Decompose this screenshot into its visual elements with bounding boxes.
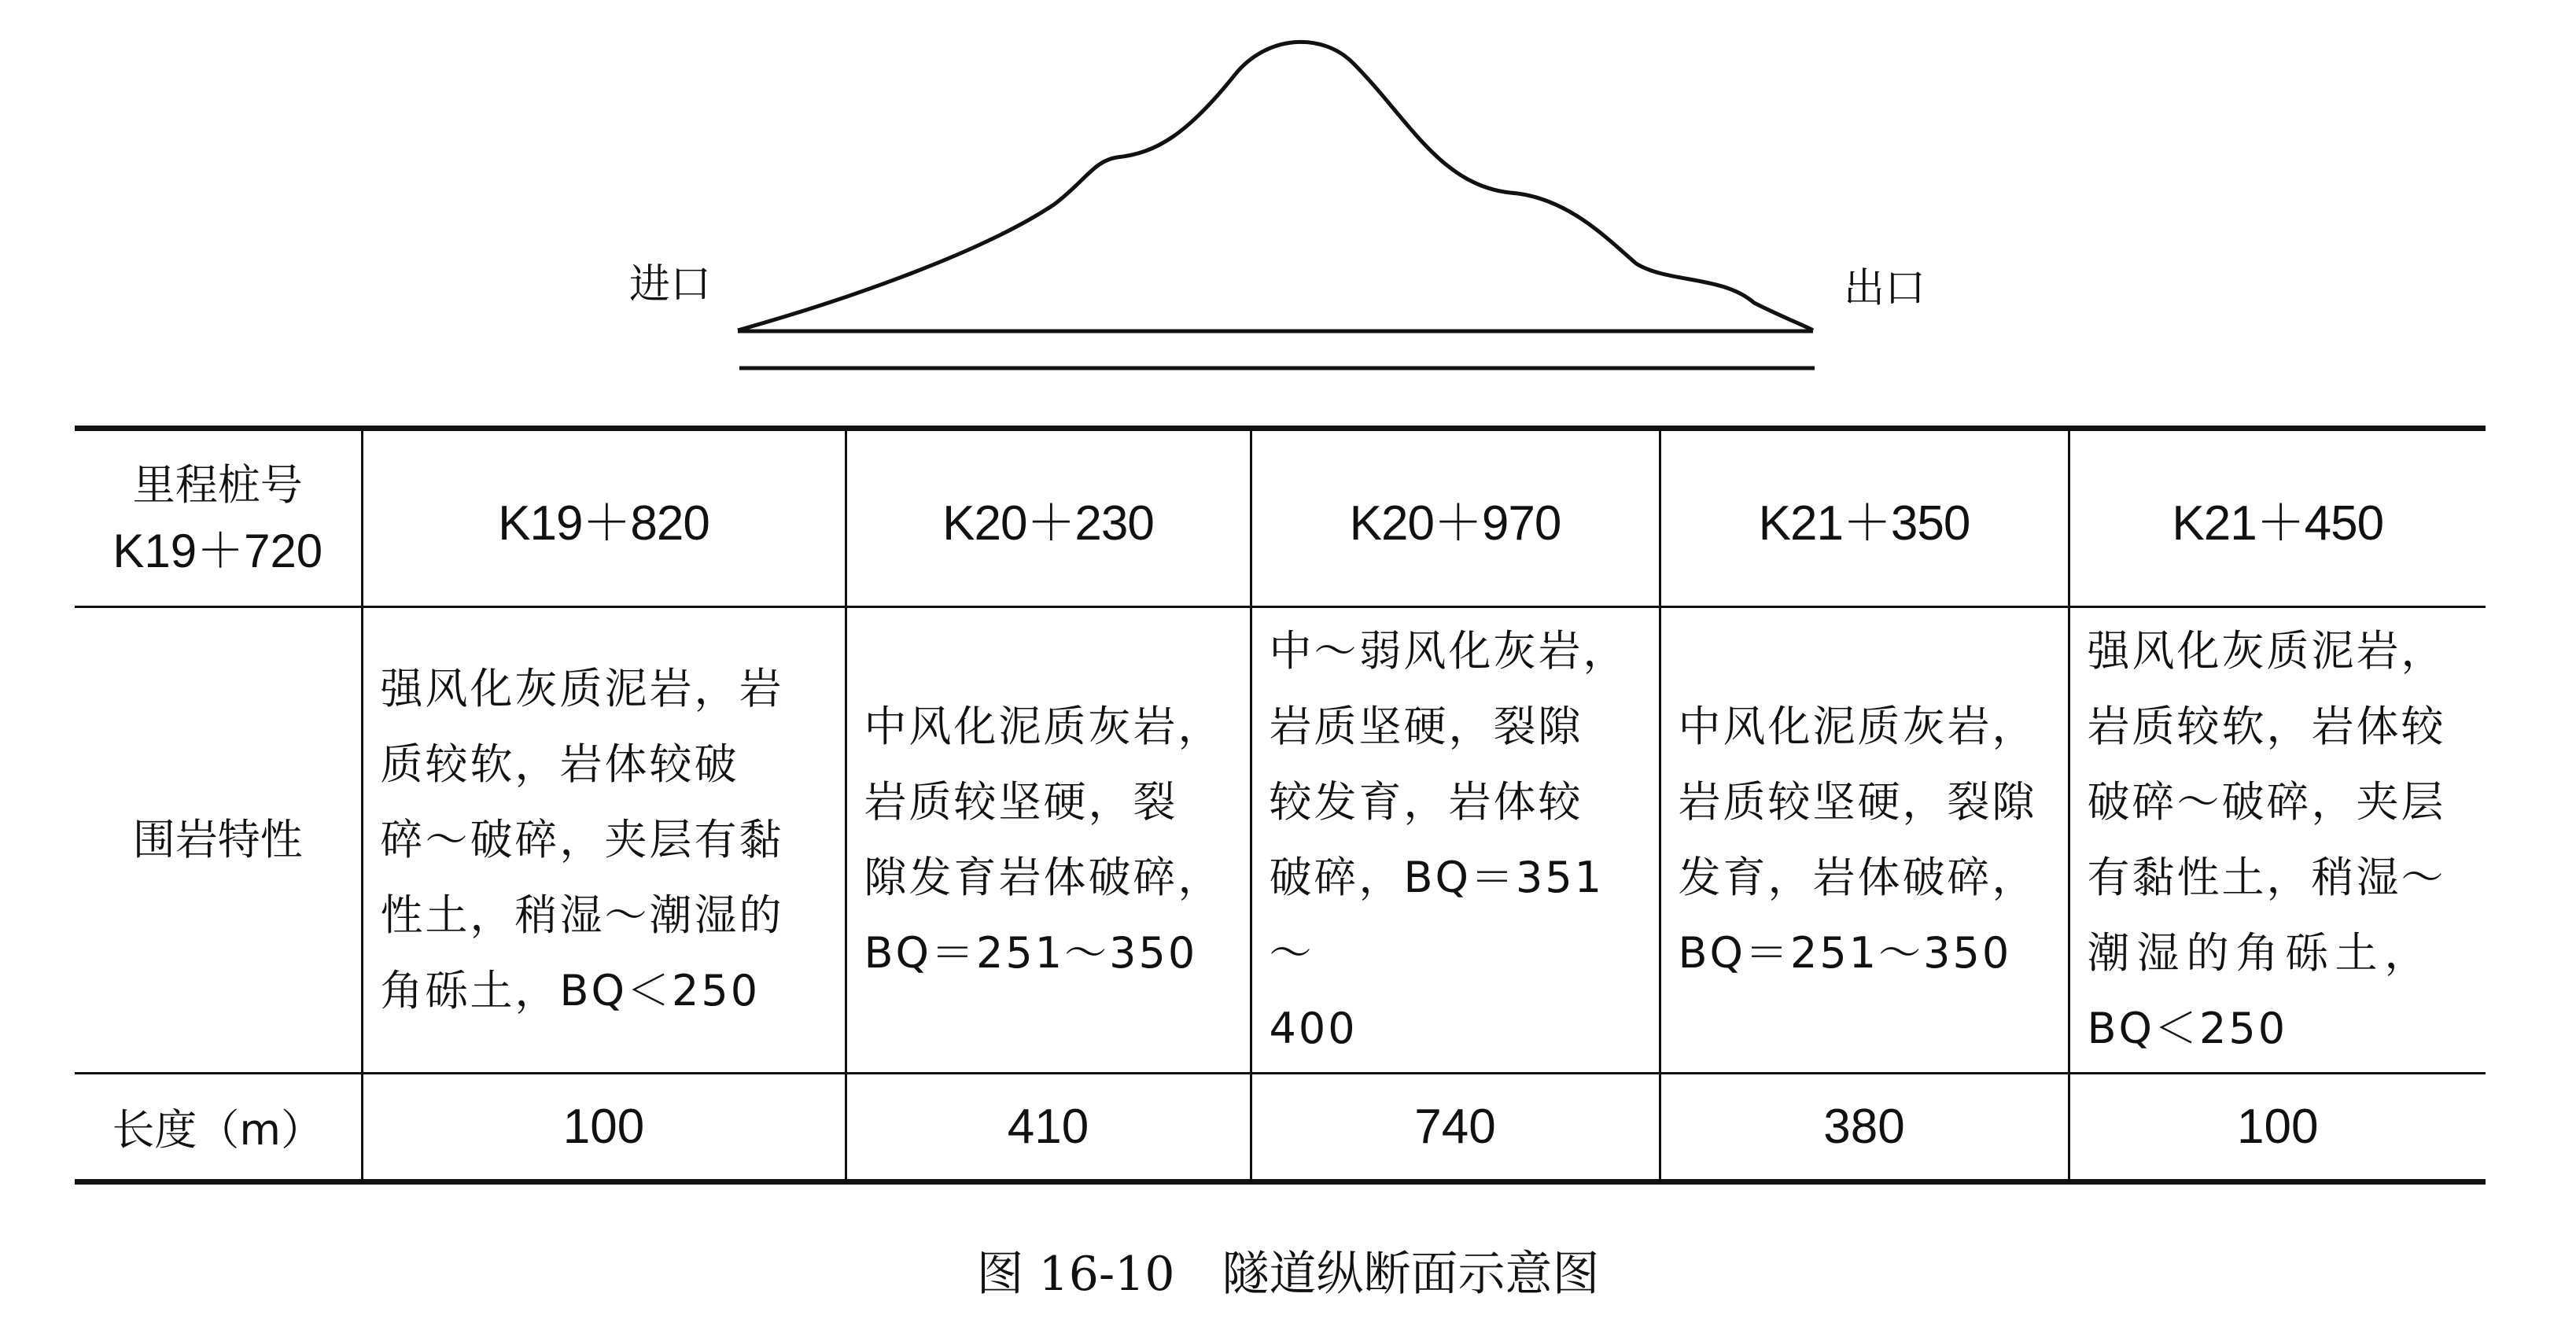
mileage-row: [75, 429, 2486, 607]
rock-line: 性土，稍湿～潮湿的: [380, 890, 784, 940]
rock-line: 破碎～破碎，夹层: [2087, 777, 2446, 827]
rock-line: 隙发育岩体破碎，: [864, 853, 1223, 902]
station-cell: K21＋350: [1660, 429, 2069, 607]
rock-line: 中～弱风化灰岩，: [1269, 626, 1628, 676]
mountain-outline: [738, 42, 1813, 330]
rock-line: 强风化灰质泥岩，岩: [380, 664, 784, 713]
rock-line: 较发育，岩体较: [1269, 777, 1583, 827]
rock-properties-row: [75, 607, 2486, 1074]
rock-line: 中风化泥质灰岩，: [864, 702, 1223, 751]
station-cell: K19＋820: [362, 429, 846, 607]
rock-line: 有黏性土，稍湿～: [2087, 853, 2446, 902]
rock-line: BQ＜250: [2087, 1004, 2288, 1053]
rock-segment-cell: [1660, 607, 2069, 1074]
station-cell: K20＋970: [1251, 429, 1660, 607]
rock-line: 碎～破碎，夹层有黏: [380, 815, 784, 864]
length-cell: 380: [1660, 1074, 2069, 1182]
rock-segment-cell: [2069, 607, 2486, 1074]
figure-caption: 图 16-10 隧道纵断面示意图: [976, 1247, 1600, 1302]
length-label: 长度（m）: [75, 1074, 362, 1182]
mileage-label: 里程桩号: [132, 460, 303, 510]
rock-properties-label: 围岩特性: [75, 607, 362, 1074]
rock-line: 强风化灰质泥岩，: [2087, 626, 2446, 676]
rock-line: 潮湿的角砾土，: [2087, 928, 2434, 978]
rock-segment-cell: [846, 607, 1251, 1074]
rock-line: BQ＝251～350: [1678, 928, 2012, 978]
geology-table: [75, 426, 2486, 1185]
station-cell: K21＋450: [2069, 429, 2486, 607]
length-cell: 100: [2069, 1074, 2486, 1182]
exit-label: 出口: [1844, 265, 1926, 312]
length-cell: 740: [1251, 1074, 1660, 1182]
length-cell: 100: [362, 1074, 846, 1182]
rock-line: 质较软，岩体较破: [380, 739, 739, 789]
rock-line: BQ＝251～350: [864, 928, 1198, 978]
tunnel-profile-diagram: [0, 0, 2576, 393]
rock-segment-cell: [1251, 607, 1660, 1074]
rock-line: 岩质坚硬，裂隙: [1269, 702, 1583, 751]
start-station: K19＋720: [112, 525, 323, 577]
rock-line: 角砾土，BQ＜250: [380, 966, 761, 1015]
rock-line: 岩质较软，岩体较: [2087, 702, 2446, 751]
rock-line: 400: [1269, 1004, 1358, 1053]
rock-line: 破碎，BQ＝351～: [1269, 853, 1605, 978]
station-cell: K20＋230: [846, 429, 1251, 607]
length-row: [75, 1074, 2486, 1182]
length-cell: 410: [846, 1074, 1251, 1182]
rock-segment-cell: [362, 607, 846, 1074]
rock-line: 岩质较坚硬，裂隙: [1678, 777, 2037, 827]
rock-line: 发育，岩体破碎，: [1678, 853, 2037, 902]
entrance-label: 进口: [629, 261, 712, 308]
mileage-header-cell: [75, 429, 362, 607]
rock-line: 中风化泥质灰岩，: [1678, 702, 2037, 751]
rock-line: 岩质较坚硬，裂: [864, 777, 1178, 827]
